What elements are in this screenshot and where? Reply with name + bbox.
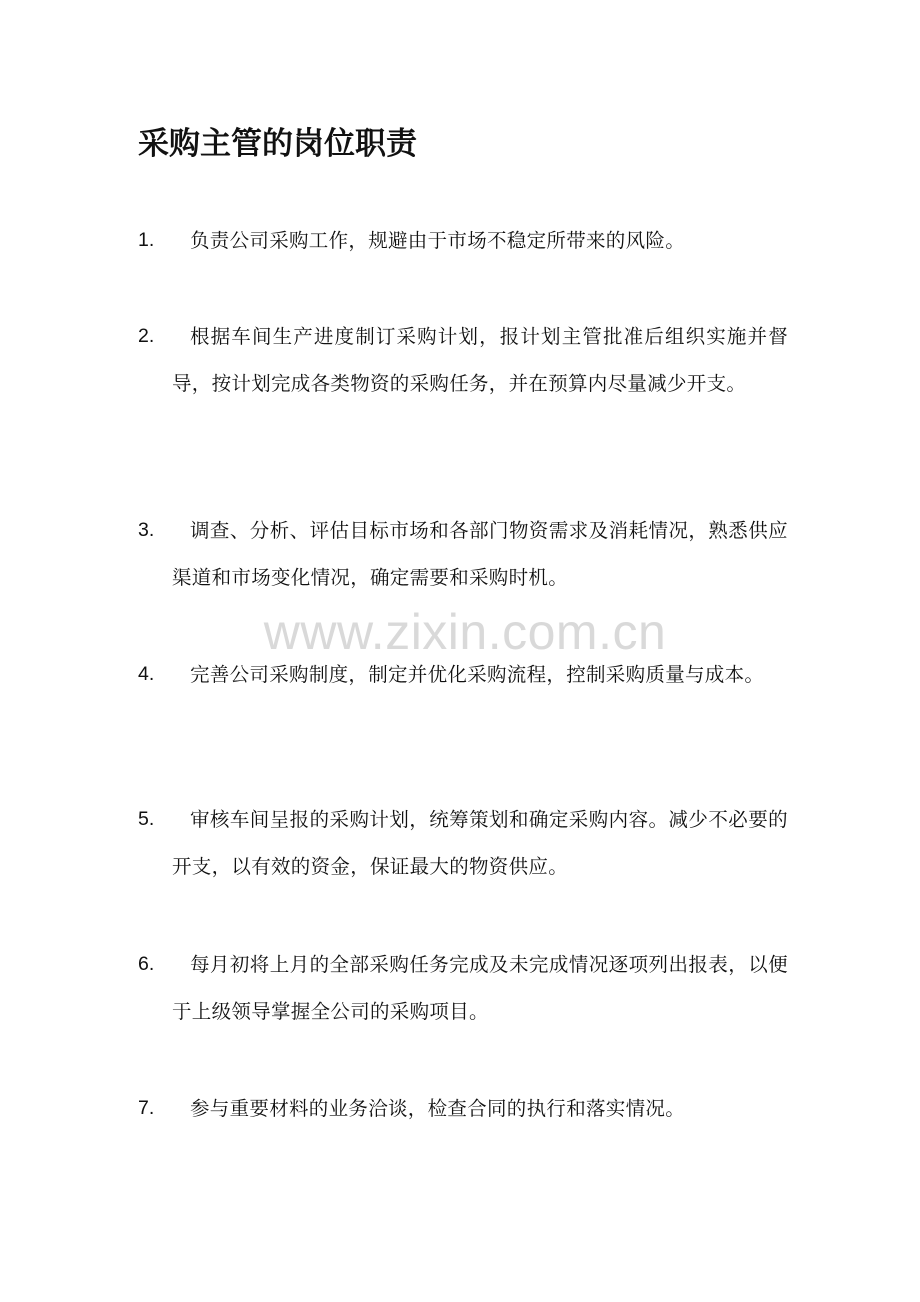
item-number: 5. [138,808,155,830]
item-number: 1. [138,229,155,251]
item-text: 审核车间呈报的采购计划，统筹策划和确定采购内容。减少不必要的开支，以有效的资金，保证最大的物资供应。 [172,808,788,878]
list-item [138,217,788,264]
watermark: www.zixin.com.cn [263,604,667,660]
list-item [138,796,788,890]
item-number: 7. [138,1097,155,1119]
list-item [138,313,788,407]
item-text: 参与重要材料的业务洽谈，检查合同的执行和落实情况。 [190,1097,686,1120]
item-number: 3. [138,519,155,541]
item-text: 调查、分析、评估目标市场和各部门物资需求及消耗情况，熟悉供应渠道和市场变化情况，确定需要和采购时机。 [172,519,788,589]
list-item [138,507,788,601]
item-text: 每月初将上月的全部采购任务完成及未完成情况逐项列出报表，以便于上级领导掌握全公司的采购项目。 [172,953,788,1023]
item-text: 完善公司采购制度，制定并优化采购流程，控制采购质量与成本。 [190,663,765,686]
list-item [138,1085,788,1132]
item-number: 4. [138,663,155,685]
document-title: 采购主管的岗位职责 [138,126,417,162]
item-number: 6. [138,953,155,975]
item-text: 根据车间生产进度制订采购计划，报计划主管批准后组织实施并督导，按计划完成各类物资的采购任务，并在预算内尽量减少开支。 [172,325,788,395]
list-item [138,941,788,1035]
item-text: 负责公司采购工作，规避由于市场不稳定所带来的风险。 [190,229,686,252]
item-number: 2. [138,325,155,347]
